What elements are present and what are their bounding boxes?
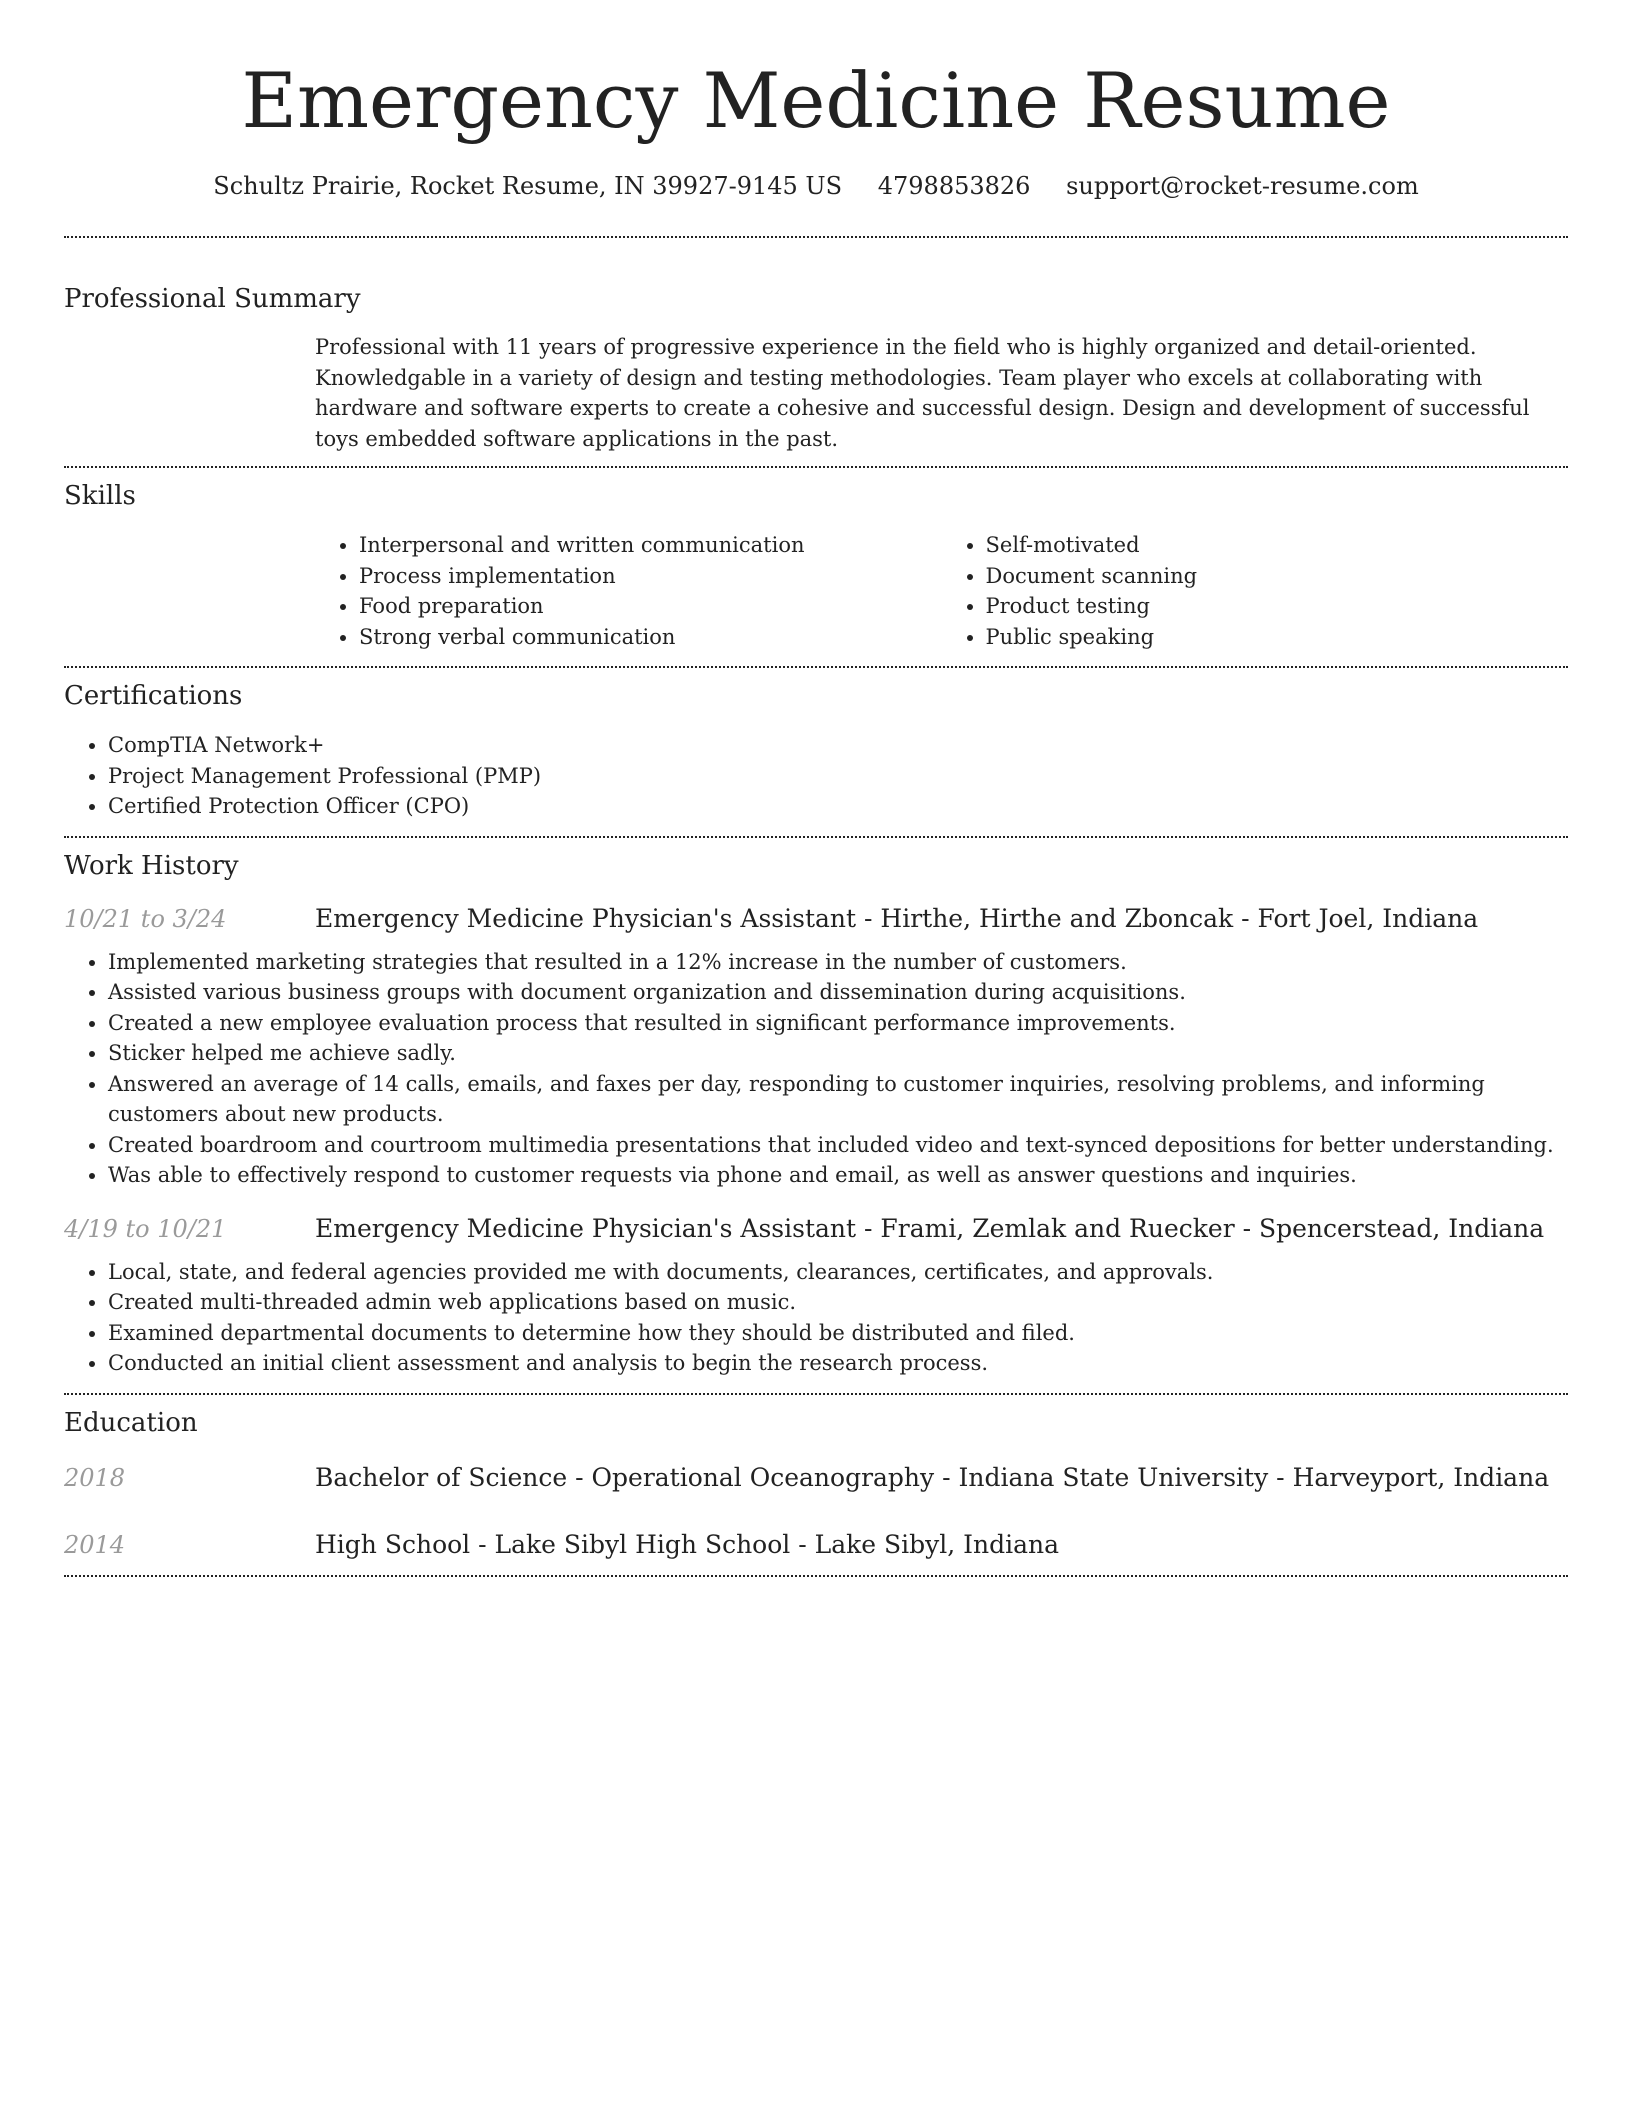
job-dates: 4/19 to 10/21: [64, 1214, 227, 1243]
job-bullet: • Implemented marketing strategies that resulted in a 12% increase in the number of customers.: [108, 947, 1568, 978]
divider: [64, 666, 1568, 668]
work-history-section: [64, 849, 1568, 1379]
skill-item: • Public speaking: [986, 622, 1569, 653]
contact-line: [64, 170, 1568, 202]
skill-item: • Strong verbal communication: [359, 622, 942, 653]
skills-list-right: [942, 530, 1569, 652]
skill-item: • Food preparation: [359, 591, 942, 622]
education-heading: Bachelor of Science - Operational Oceanography - Indiana State University - Harveyport, Indiana: [315, 1462, 1550, 1492]
job-bullet: • Was able to effectively respond to customer requests via phone and email, as well as answer questions and inquiries.: [108, 1160, 1568, 1191]
education-entry: [64, 1462, 1568, 1494]
summary-title: Professional Summary: [64, 284, 361, 314]
education-year: 2014: [64, 1530, 126, 1559]
job-bullet: • Created a new employee evaluation process that resulted in significant performance improvements.: [108, 1008, 1568, 1039]
job-header: [64, 1213, 1568, 1245]
divider: [64, 236, 1568, 238]
summary-section: [64, 282, 1568, 454]
certification-item: • Certified Protection Officer (CPO): [108, 791, 1568, 822]
skill-item: • Self-motivated: [986, 530, 1569, 561]
job-bullets: [64, 1257, 1568, 1379]
skills-list-left: [315, 530, 942, 652]
skill-item: • Interpersonal and written communication: [359, 530, 942, 561]
job-dates: 10/21 to 3/24: [64, 904, 227, 933]
divider: [64, 1575, 1568, 1577]
summary-text: Professional with 11 years of progressive experience in the field who is highly organized and detail-oriented. Knowledgable in a variety of design and testing methodologies. Team player who excels at collaborating with hardware and software experts to create a cohesive and successful design. Design and development of successful toys embedded software applications in the past.: [315, 335, 1530, 451]
education-year: 2018: [64, 1463, 126, 1492]
certifications-list: [64, 730, 1568, 822]
divider: [64, 836, 1568, 838]
skills-title: Skills: [64, 481, 136, 511]
job-bullet: • Answered an average of 14 calls, emails, and faxes per day, responding to customer inquiries, resolving problems, and informing customers about new products.: [108, 1069, 1568, 1130]
divider: [64, 1393, 1568, 1395]
education-section: [64, 1406, 1568, 1561]
divider: [64, 466, 1568, 468]
skill-item: • Product testing: [986, 591, 1569, 622]
contact-phone: 4798853826: [877, 172, 1031, 200]
contact-email: support@rocket-resume.com: [1066, 172, 1419, 200]
certifications-section: [64, 679, 1568, 822]
skill-item: • Process implementation: [359, 561, 942, 592]
job-bullet: • Sticker helped me achieve sadly.: [108, 1038, 1568, 1069]
job-bullet: • Examined departmental documents to determine how they should be distributed and filed.: [108, 1318, 1568, 1349]
job-bullet: • Local, state, and federal agencies provided me with documents, clearances, certificates, and approvals.: [108, 1257, 1568, 1288]
job-heading: Emergency Medicine Physician's Assistant - Frami, Zemlak and Ruecker - Spencerstead, Indiana: [315, 1213, 1545, 1243]
certification-item: • Project Management Professional (PMP): [108, 761, 1568, 792]
skills-section: [64, 479, 1568, 652]
skill-item: • Document scanning: [986, 561, 1569, 592]
job-heading: Emergency Medicine Physician's Assistant - Hirthe, Hirthe and Zboncak - Fort Joel, Indiana: [315, 903, 1479, 933]
work-history-title: Work History: [64, 850, 239, 881]
job-entry: [64, 903, 1568, 1191]
job-bullet: • Conducted an initial client assessment and analysis to begin the research process.: [108, 1348, 1568, 1379]
resume-title: Emergency Medicine Resume: [241, 56, 1391, 145]
job-bullet: • Assisted various business groups with document organization and dissemination during acquisitions.: [108, 977, 1568, 1008]
education-heading: High School - Lake Sibyl High School - Lake Sibyl, Indiana: [315, 1529, 1060, 1559]
contact-address: Schultz Prairie, Rocket Resume, IN 39927-9145 US: [213, 172, 843, 200]
skills-grid: [315, 530, 1568, 652]
job-bullet: • Created multi-threaded admin web applications based on music.: [108, 1287, 1568, 1318]
education-entry: [64, 1529, 1568, 1561]
job-bullet: • Created boardroom and courtroom multimedia presentations that included video and text-synced depositions for better understanding.: [108, 1130, 1568, 1161]
certification-item: • CompTIA Network+: [108, 730, 1568, 761]
certifications-title: Certifications: [64, 681, 243, 711]
job-entry: [64, 1213, 1568, 1379]
job-bullets: [64, 947, 1568, 1191]
job-header: [64, 903, 1568, 935]
education-title: Education: [64, 1407, 198, 1438]
